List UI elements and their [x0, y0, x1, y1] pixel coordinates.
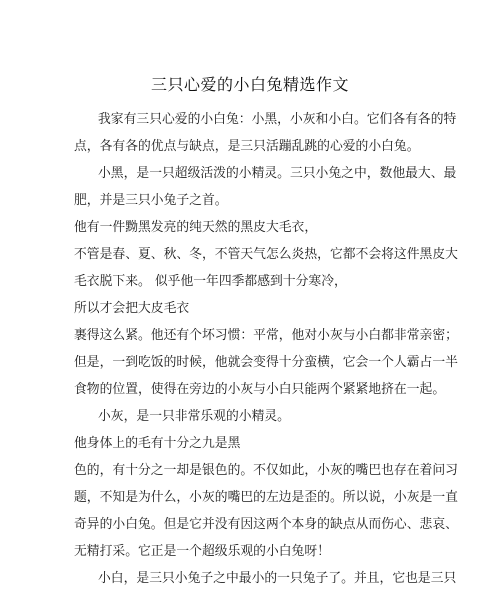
text-line: 肥，并是三只小兔子之首。: [74, 193, 228, 208]
text-line: 我家有三只心爱的小白兔：小黑，小灰和小白。它们各有各的特: [98, 112, 457, 127]
text-line: 奇异的小白兔。但是它并没有因这两个本身的缺点从而伤心、悲哀、: [74, 517, 458, 532]
text-line: 裹得这么紧。他还有个坏习惯：平常，他对小灰与小白都非常亲密；: [74, 328, 458, 343]
text-line: 无精打采。它正是一个超级乐观的小白兔呀！: [74, 544, 330, 559]
document-body: [74, 110, 458, 596]
text-line: 但是，一到吃饭的时候，他就会变得十分蛮横，它会一个人霸占一半: [74, 355, 458, 370]
text-line: 小灰，是一只非常乐观的小精灵。: [98, 409, 290, 424]
text-line: 不管是春、夏、秋、冬，不管天气怎么炎热，它都不会将这件黑皮大: [74, 247, 458, 262]
text-line: 食物的位置，使得在旁边的小灰与小白只能两个紧紧地挤在一起。: [74, 382, 446, 397]
text-line: 他身体上的毛有十分之九是黑: [74, 436, 241, 451]
text-line: 所以才会把大皮毛衣: [74, 301, 190, 316]
text-line: 点，各有各的优点与缺点，是三只活蹦乱跳的心爱的小白兔。: [74, 139, 420, 154]
text-line: 小黑，是一只超级活泼的小精灵。三只小兔之中，数他最大、最: [98, 166, 457, 181]
text-line: 题，不知是为什么，小灰的嘴巴的左边是歪的。所以说，小灰是一直: [74, 490, 458, 505]
text-line: 他有一件黝黑发亮的纯天然的黑皮大毛衣，: [74, 220, 318, 235]
text-line: 小白，是三只小兔子之中最小的一只兔子了。并且，它也是三只: [98, 571, 457, 586]
text-line: 毛衣脱下来。 似乎他一年四季都感到十分寒冷，: [74, 274, 347, 289]
document-title: 三只心爱的小白兔精选作文: [150, 75, 349, 94]
text-line: 色的，有十分之一却是银色的。不仅如此，小灰的嘴巴也存在着问习: [74, 463, 458, 478]
